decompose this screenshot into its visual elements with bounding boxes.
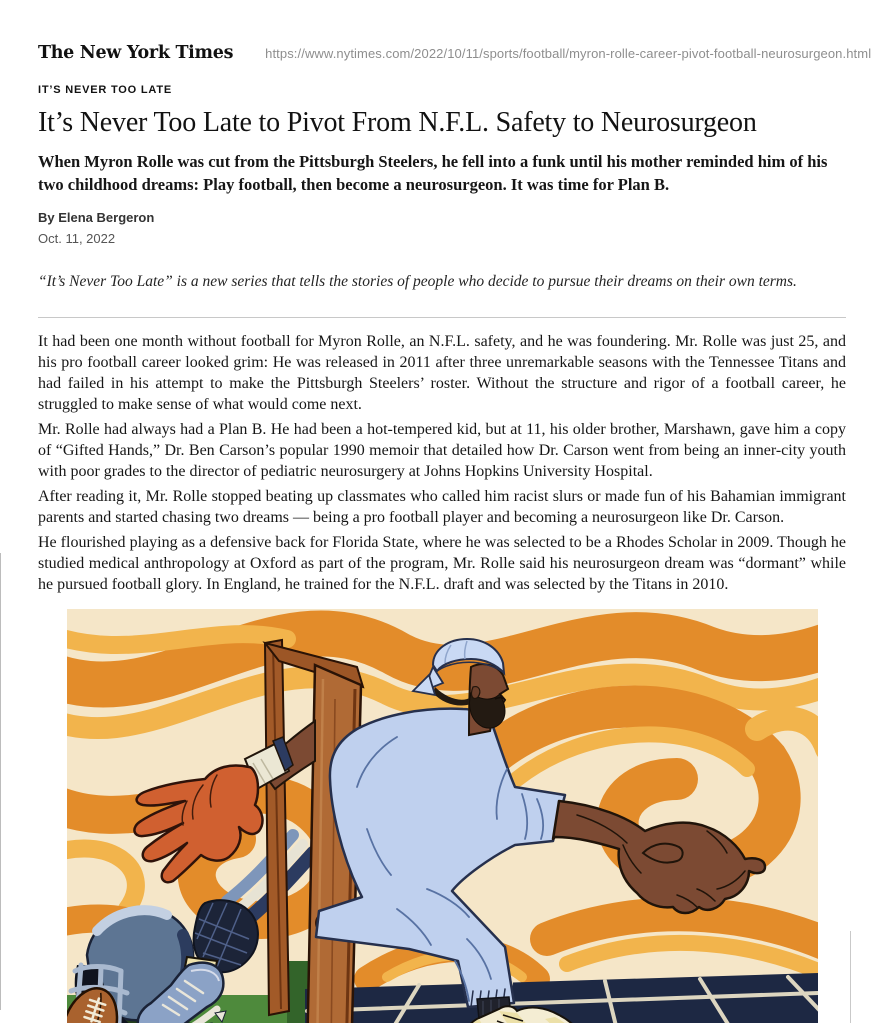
publish-date: Oct. 11, 2022 (38, 231, 116, 246)
paragraph: It had been one month without football for Myron Rolle, an N.F.L. safety, and he was foundering. Mr. Rolle was just 25, and his pro football career looked grim: He was released in 2011 after three unremarkable seasons with the Tennessee Titans and had failed in his attempt to make the Pittsburgh Steelers’ roster. Without the structure and rigor of a football career, he struggled to make sense of what would come next. (38, 333, 846, 413)
illustration-graphic (67, 609, 818, 1023)
article-body (38, 84, 846, 1023)
paragraph: He flourished playing as a defensive back for Florida State, where he was selected to be a Rhodes Scholar in 2009. Though he studied medical anthropology at Oxford as part of the program, Mr. Rolle said his neurosurgeon dream was “dormant” while he pursued football glory. In England, he trained for the N.F.L. draft and was selected by the Titans in 2010. (38, 534, 846, 593)
section-divider (38, 317, 846, 318)
series-kicker: IT’S NEVER TOO LATE (38, 84, 172, 96)
page-edge-hairline (850, 931, 851, 1023)
nyt-logo[interactable]: The New York Times (38, 43, 234, 63)
byline: By Elena Bergeron (38, 210, 155, 225)
illustration (67, 609, 818, 1023)
article-url[interactable]: https://www.nytimes.com/2022/10/11/sports/football/myron-rolle-career-pivot-football-neurosurgeon.html (265, 45, 872, 61)
paragraph: Mr. Rolle had always had a Plan B. He had been a hot-tempered kid, but at 11, his older brother, Marshawn, gave him a copy of “Gifted Hands,” Dr. Ben Carson’s popular 1990 memoir that detailed how Dr. Carson went from being an inner-city youth with poor grades to the director of pediatric neurosurgery at Johns Hopkins University Hospital. (38, 421, 846, 480)
article-summary: When Myron Rolle was cut from the Pittsburgh Steelers, he fell into a funk until his mother reminded him of his two childhood dreams: Play football, then become a neurosurgeon. It was time for Plan B. (38, 152, 828, 194)
page-title: It’s Never Too Late to Pivot From N.F.L. Safety to Neurosurgeon (38, 107, 757, 138)
series-note: “It’s Never Too Late” is a new series that tells the stories of people who decide to pursue their dreams on their own terms. (38, 273, 797, 290)
paragraph: After reading it, Mr. Rolle stopped beating up classmates who called him racist slurs or made fun of his Bahamian immigrant parents and started chasing two dreams — being a pro football player and becoming a neurosurgeon like Dr. Carson. (38, 488, 846, 526)
masthead (38, 40, 872, 66)
window-edge-artifact (0, 553, 1, 1010)
